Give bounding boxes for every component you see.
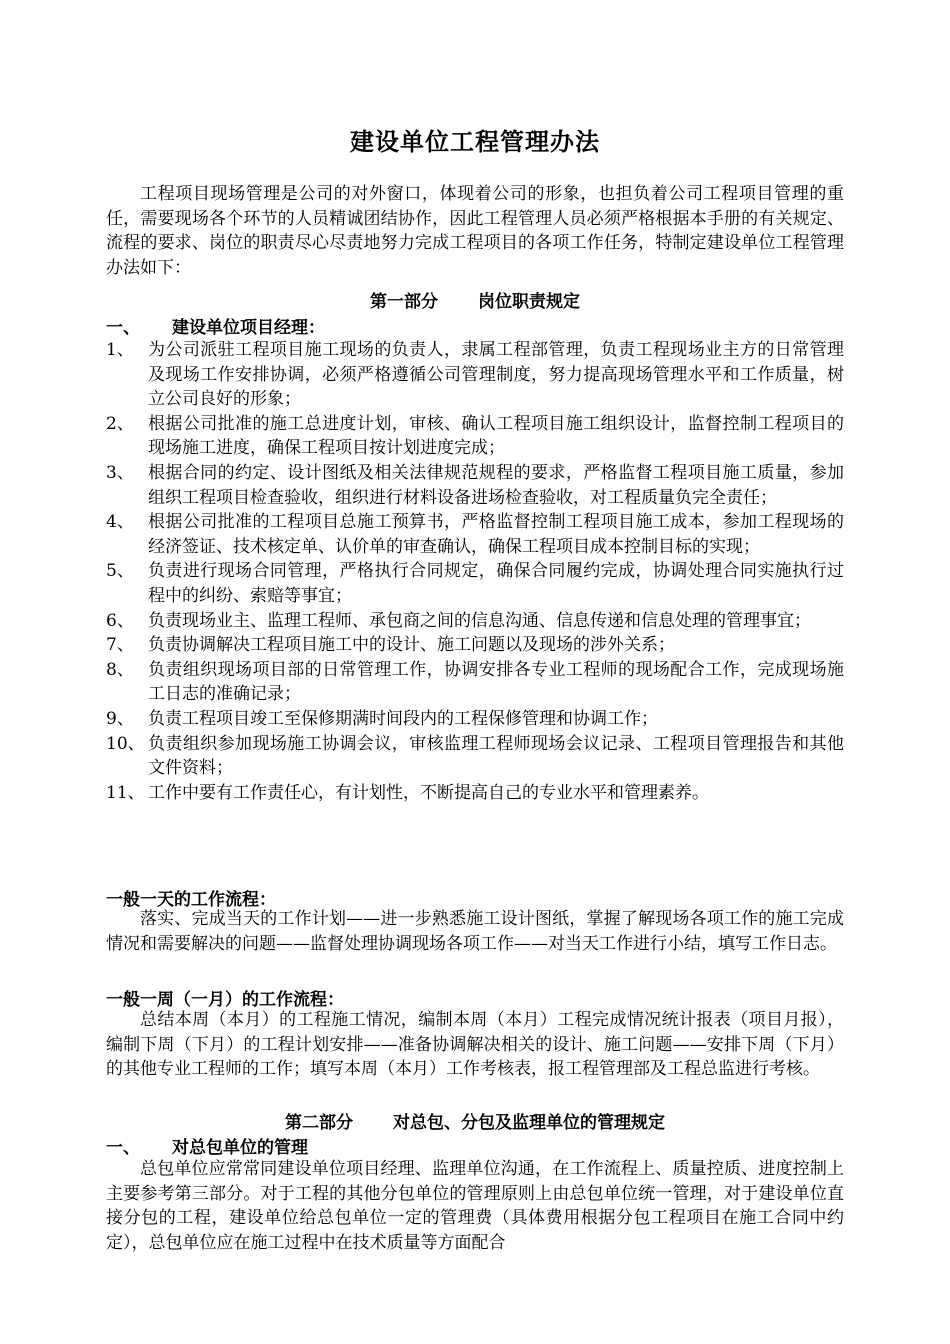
list-item-number: 7、 xyxy=(106,635,134,656)
list-item xyxy=(106,609,844,634)
list-item-text: 根据合同的约定、设计图纸及相关法律规范规程的要求，严格监督工程项目施工质量，参加组织工程项目检查验收，组织进行材料设备进场检查验收，对工程质量负完全责任； xyxy=(148,462,844,508)
list-item xyxy=(106,633,844,658)
section-two-title: 对总包单位的管理 xyxy=(172,1138,308,1158)
list-item-text: 负责进行现场合同管理，严格执行合同规定，确保合同履约完成，协调处理合同实施执行过程中的纠纷、索赔等事宜； xyxy=(148,561,844,606)
list-item-number: 3、 xyxy=(106,462,134,483)
list-item-text: 根据公司批准的工程项目总施工预算书，严格监督控制工程项目施工成本，参加工程现场的经济签证、技术核定单、认价单的审查确认，确保工程项目成本控制目标的实现； xyxy=(148,512,844,557)
list-item xyxy=(106,338,844,412)
list-item-number: 9、 xyxy=(106,708,134,729)
section-one-title: 建设单位项目经理： xyxy=(172,318,325,338)
list-item xyxy=(106,412,844,461)
list-item xyxy=(106,781,844,806)
list-item-text: 负责工程项目竣工至保修期满时间段内的工程保修管理和协调工作； xyxy=(148,708,658,729)
list-item xyxy=(106,707,844,732)
list-item-text: 负责现场业主、监理工程师、承包商之间的信息沟通、信息传递和信息处理的管理事宜； xyxy=(148,610,811,631)
list-item-number: 6、 xyxy=(106,610,134,631)
list-item-number: 5、 xyxy=(106,561,134,582)
list-item xyxy=(106,658,844,707)
section-one-heading xyxy=(106,313,325,338)
daily-workflow-heading: 一般一天的工作流程： xyxy=(106,890,276,910)
list-item-text: 负责协调解决工程项目施工中的设计、施工问题以及现场的涉外关系； xyxy=(148,635,675,656)
list-item-number: 1、 xyxy=(106,340,134,360)
document-title: 建设单位工程管理办法 xyxy=(350,127,600,156)
weekly-workflow-heading: 一般一周（一月）的工作流程： xyxy=(106,990,344,1010)
list-item xyxy=(106,461,844,510)
list-item-number: 4、 xyxy=(106,512,134,533)
list-item-number: 2、 xyxy=(106,413,134,434)
duty-list xyxy=(106,338,844,805)
section-two-paragraph: 总包单位应常常同建设单位项目经理、监理单位沟通，在工作流程上、质量控质、进度控制上主要参考第三部分。对于工程的其他分包单位的管理原则上由总包单位统一管理，对于建设单位直接分包的工程，建设单位给总包单位一定的管理费（具体费用根据分包工程项目在施工合同中约定），总包单位应在施工过程中在技术质量等方面配合 xyxy=(106,1159,844,1253)
list-item-text: 工作中要有工作责任心，有计划性，不断提高自己的专业水平和管理素养。 xyxy=(148,782,709,803)
part-one-heading xyxy=(0,287,950,312)
list-item-text: 为公司派驻工程项目施工现场的负责人，隶属工程部管理，负责工程现场业主方的日常管理及现场工作安排协调，必须严格遵循公司管理制度，努力提高现场管理水平和工作质量，树立公司良好的形象； xyxy=(148,340,844,410)
list-item-text: 根据公司批准的施工总进度计划，审核、确认工程项目施工组织设计，监督控制工程项目的现场施工进度，确保工程项目按计划进度完成； xyxy=(148,413,844,459)
intro-paragraph: 工程项目现场管理是公司的对外窗口，体现着公司的形象，也担负着公司工程项目管理的重任，需要现场各个环节的人员精诚团结协作，因此工程管理人员必须严格根据本手册的有关规定、流程的要求、岗位的职责尽心尽责地努力完成工程项目的各项工作任务，特制定建设单位工程管理办法如下： xyxy=(106,184,844,278)
weekly-workflow-paragraph: 总结本周（本月）的工程施工情况，编制本周（本月）工程完成情况统计报表（项目月报），编制下周（下月）的工程计划安排——准备协调解决相关的设计、施工问题——安排下周（下月）的其他专业工程师的工作；填写本周（本月）工作考核表，报工程管理部及工程总监进行考核。 xyxy=(106,1010,844,1080)
part-two-heading xyxy=(0,1108,950,1133)
list-item-text: 负责组织现场项目部的日常管理工作，协调安排各专业工程师的现场配合工作，完成现场施工日志的准确记录； xyxy=(148,659,844,705)
daily-workflow-paragraph: 落实、完成当天的工作计划——进一步熟悉施工设计图纸，掌握了解现场各项工作的施工完成情况和需要解决的问题——监督处理协调现场各项工作——对当天工作进行小结，填写工作日志。 xyxy=(106,909,844,954)
list-item-number: 11、 xyxy=(106,782,145,803)
list-item xyxy=(106,510,844,559)
part-two-label: 第二部分 xyxy=(285,1113,353,1133)
list-item-text: 负责组织参加现场施工协调会议，审核监理工程师现场会议记录、工程项目管理报告和其他文件资料； xyxy=(148,733,844,779)
section-two-number: 一、 xyxy=(106,1138,140,1158)
section-two-heading xyxy=(106,1133,308,1158)
section-one-number: 一、 xyxy=(106,318,140,338)
list-item xyxy=(106,559,844,608)
list-item-number: 10、 xyxy=(106,733,145,754)
list-item xyxy=(106,732,844,781)
list-item-number: 8、 xyxy=(106,659,134,680)
part-one-title: 岗位职责规定 xyxy=(478,292,580,312)
part-two-title: 对总包、分包及监理单位的管理规定 xyxy=(393,1113,665,1133)
part-one-label: 第一部分 xyxy=(370,292,438,312)
